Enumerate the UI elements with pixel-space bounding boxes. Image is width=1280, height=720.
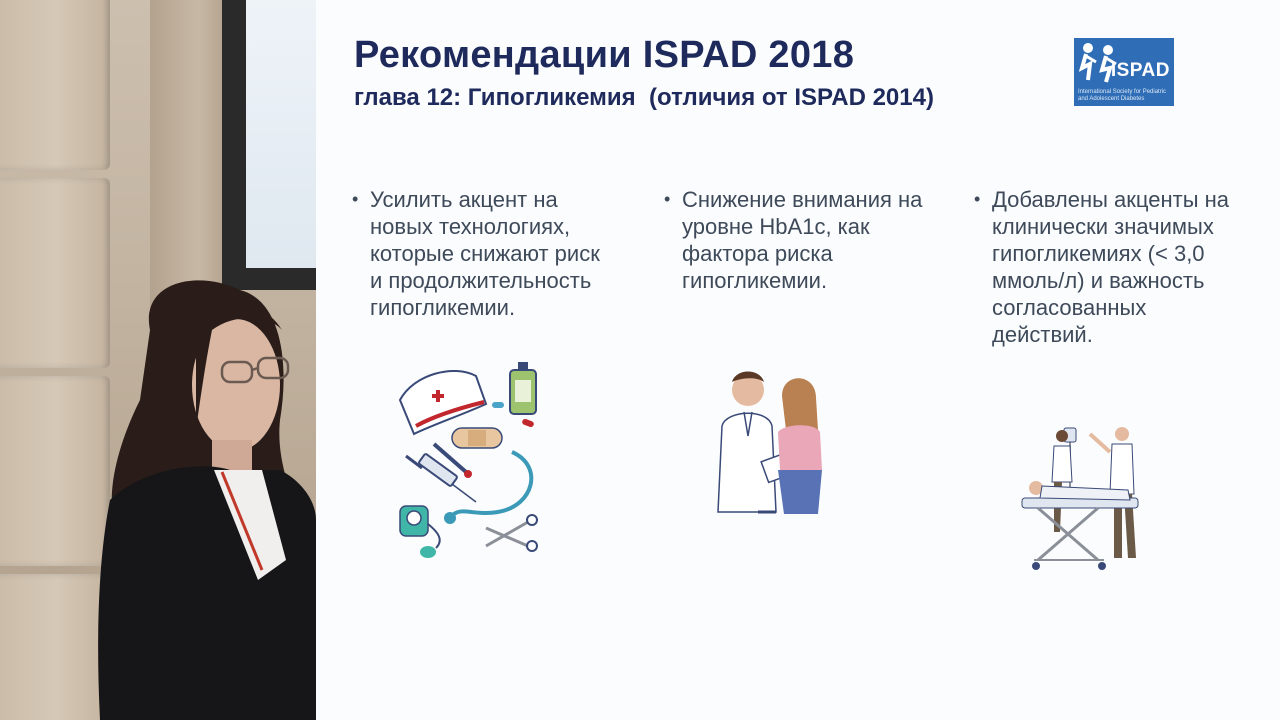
doctor-patient-illustration	[708, 366, 832, 518]
ispad-logo	[1074, 38, 1174, 106]
bullet-column-1	[352, 186, 612, 321]
speaker-video-area	[0, 0, 316, 720]
bullet-item: • Добавлены акценты на клинически значимых гипогликемиях (< 3,0 ммоль/л) и важность согласованных действий.	[974, 186, 1234, 348]
bullet-column-2	[664, 186, 924, 294]
logo-wordmark: ISPAD	[1110, 60, 1170, 81]
slide-title: Рекомендации ISPAD 2018	[354, 34, 855, 76]
medical-tools-illustration	[394, 356, 544, 568]
bullet-item: • Усилить акцент на новых технологиях, которые снижают риск и продолжительность гипогликемии.	[352, 186, 612, 321]
speaker-figure	[0, 0, 316, 720]
bullet-item: • Снижение внимания на уровне HbA1c, как фактора риска гипогликемии.	[664, 186, 924, 294]
slide-subtitle: глава 12: Гипогликемия (отличия от ISPAD 2014)	[354, 84, 934, 111]
stretcher-team-illustration	[1018, 422, 1152, 574]
logo-tagline: International Society for Pediatric and Adolescent Diabetes	[1078, 89, 1167, 102]
presentation-slide	[316, 0, 1280, 720]
bullet-column-3	[974, 186, 1234, 348]
